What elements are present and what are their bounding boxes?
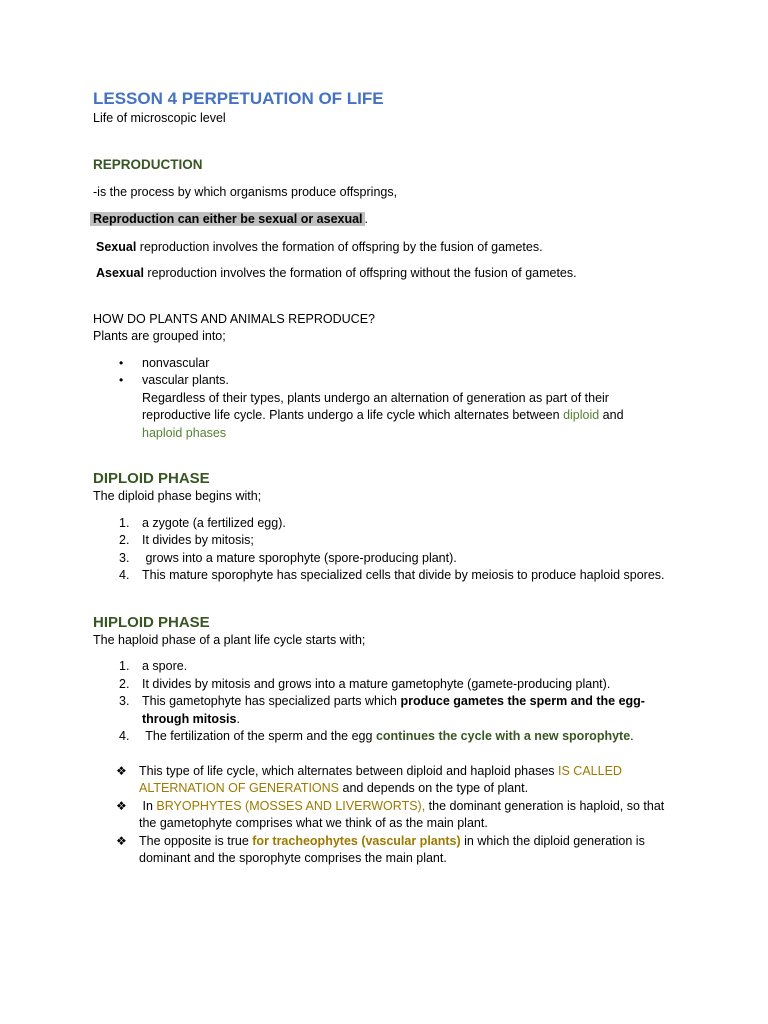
reproduction-definition: -is the process by which organisms produce offsprings,	[93, 184, 398, 199]
list-item: 3. grows into a mature sporophyte (spore-producing plant).	[119, 550, 457, 565]
highlighted-text: Reproduction can either be sexual or asexual	[90, 212, 365, 226]
haploid-heading: HIPLOID PHASE	[93, 613, 210, 631]
list-item: 4. The fertilization of the sperm and the egg continues the cycle with a new sporophyte.	[119, 729, 634, 743]
diploid-intro: The diploid phase begins with;	[93, 489, 262, 503]
diploid-list	[93, 515, 673, 585]
reproduction-heading: REPRODUCTION	[93, 156, 203, 172]
lesson-title: LESSON 4 PERPETUATION OF LIFE	[93, 89, 384, 108]
list-item: 3. This gametophyte has specialized parts which produce gametes the sperm and the egg- through mitosis.	[119, 694, 645, 726]
list-item: 1. a zygote (a fertilized egg).	[119, 515, 286, 530]
reproduction-types: Reproduction can either be sexual or asexual .	[93, 211, 673, 229]
plant-groups-list	[93, 355, 673, 443]
notes-list	[93, 763, 673, 868]
haploid-list	[93, 658, 673, 746]
plants-paragraph: Regardless of their types, plants undergo an alternation of generation as part of their reproductive life cycle. Plants undergo a life cycle which alternates between diploid and haploid phases	[142, 390, 624, 440]
plants-question: HOW DO PLANTS AND ANIMALS REPRODUCE?	[93, 311, 376, 326]
plants-intro: Plants are grouped into;	[93, 329, 226, 343]
document-page	[93, 88, 673, 868]
list-item: • nonvascular	[119, 355, 210, 370]
list-item: 2. It divides by mitosis and grows into a mature gametophyte (gamete-producing plant).	[119, 676, 611, 691]
list-item: 1. a spore.	[119, 659, 188, 673]
diploid-heading: DIPLOID PHASE	[93, 470, 210, 487]
list-item: 4. This mature sporophyte has specialized cells that divide by meiosis to produce haploid spores.	[119, 568, 665, 582]
list-item: ❖ The opposite is true for tracheophytes (vascular plants) in which the diploid generation is dominant and the sporophyte comprises the main plant.	[116, 833, 645, 865]
list-item: ❖ This type of life cycle, which alternates between diploid and haploid phases IS CALLED ALTERNATION OF GENERATIONS and depends on the type of plant.	[116, 763, 622, 795]
haploid-intro: The haploid phase of a plant life cycle starts with;	[93, 632, 366, 647]
list-item: 2. It divides by mitosis;	[119, 533, 254, 547]
asexual-definition: Asexual reproduction involves the formation of offspring without the fusion of gametes.	[96, 266, 577, 280]
lesson-subtitle: Life of microscopic level	[93, 111, 226, 125]
list-item: • vascular plants. Regardless of their types, plants undergo an alternation of generation as part of their reproductive life cycle. Plants undergo a life cycle which alternates between diploid and haploid phases	[93, 372, 673, 442]
sexual-definition: Sexual reproduction involves the formation of offspring by the fusion of gametes.	[96, 239, 543, 254]
list-item: ❖ In BRYOPHYTES (MOSSES AND LIVERWORTS), the dominant generation is haploid, so that the gametophyte comprises what we think of as the main plant.	[116, 798, 665, 830]
